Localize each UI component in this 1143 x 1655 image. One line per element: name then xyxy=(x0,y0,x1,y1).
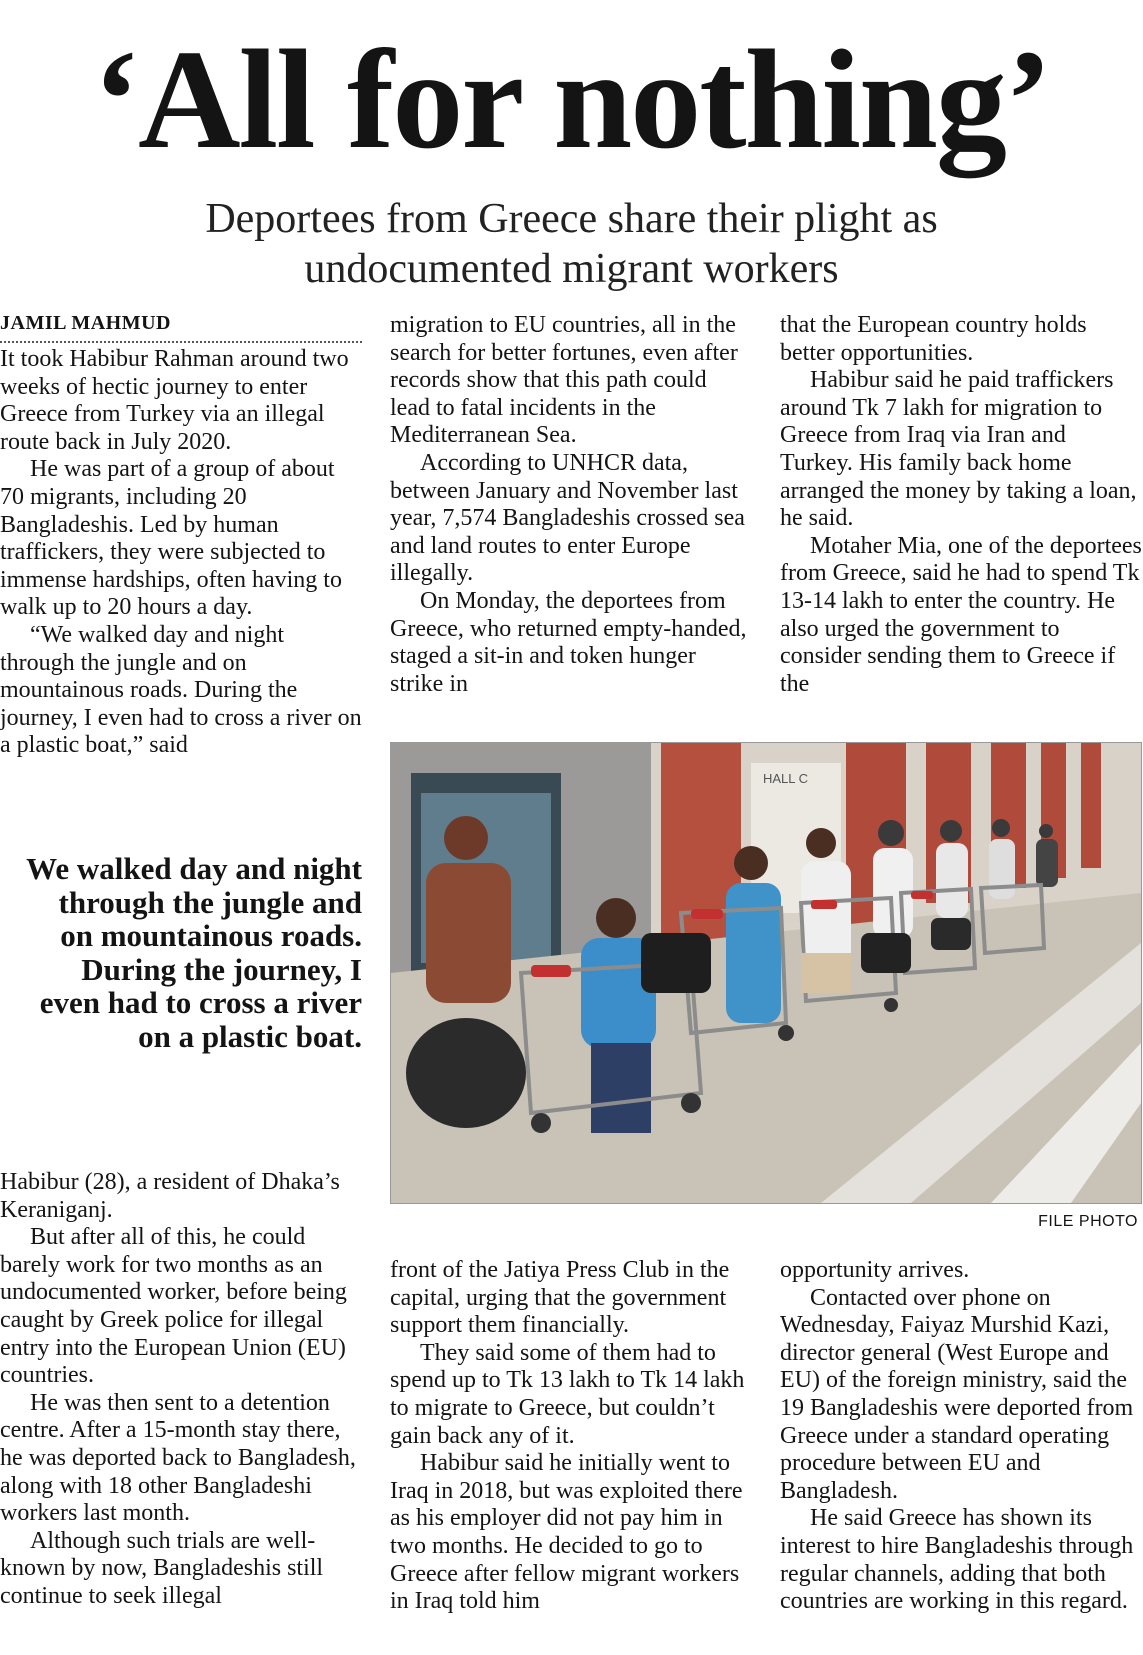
column-2-bottom xyxy=(390,1257,750,1616)
paragraph: front of the Jatiya Press Club in the capital, urging that the government support them financially. xyxy=(390,1257,730,1339)
paragraph: Contacted over phone on Wednesday, Faiyaz Murshid Kazi, director general (West Europe and EU) of the foreign ministry, said the 19 Bangladeshis were deported from Greece under a standard operating procedure between EU and Bangladesh. xyxy=(780,1284,1134,1504)
paragraph: Habibur (28), a resident of Dhaka’s Keraniganj. xyxy=(0,1169,340,1223)
paragraph: Habibur said he paid traffickers around Tk 7 lakh for migration to Greece from Iraq via Iran and Turkey. His family back home arranged the money by taking a loan, he said. xyxy=(780,367,1137,532)
paragraph: migration to EU countries, all in the search for better fortunes, even after records show that this path could lead to fatal incidents in the Mediterranean Sea. xyxy=(390,312,738,449)
column-1-bottom xyxy=(0,1169,362,1611)
column-3-bottom xyxy=(780,1257,1143,1616)
paragraph: opportunity arrives. xyxy=(780,1257,970,1283)
paragraph: It took Habibur Rahman around two weeks of hectic journey to enter Greece from Turkey via an illegal route back in July 2020. xyxy=(0,346,349,455)
paragraph: He said Greece has shown its interest to hire Bangladeshis through regular channels, adding that both countries are working in this regard. xyxy=(780,1505,1134,1615)
paragraph: He was then sent to a detention centre. After a 15-month stay there, he was deported back to Bangladesh, along with 18 other Bangladeshi workers last month. xyxy=(0,1389,356,1527)
airport-queue-illustration xyxy=(391,743,1141,1203)
standfirst-line-1: Deportees from Greece share their plight as xyxy=(205,196,938,242)
column-3-top xyxy=(780,312,1143,698)
photo xyxy=(390,742,1142,1204)
column-2-top xyxy=(390,312,750,698)
paragraph: Motaher Mia, one of the deportees from Greece, said he had to spend Tk 13-14 lakh to enter the country. He also urged the government to consider sending them to Greece if the xyxy=(780,532,1142,697)
headline: ‘All for nothing’ xyxy=(92,20,1051,178)
paragraph: They said some of them had to spend up to Tk 13 lakh to Tk 14 lakh to migrate to Greece, but couldn’t gain back any of it. xyxy=(390,1339,745,1449)
standfirst xyxy=(0,194,1143,294)
paragraph: Habibur said he initially went to Iraq in 2018, but was exploited there as his employer did not pay him in two months. He decided to go to Greece after fellow migrant workers in Iraq told him xyxy=(390,1450,743,1615)
pull-quote: We walked day and night through the jungle and on mountainous roads. During the journey, I even had to cross a river on a plastic boat. xyxy=(26,851,362,1054)
paragraph: Although such trials are well-known by now, Bangladeshis still continue to seek illegal xyxy=(0,1527,324,1609)
paragraph: According to UNHCR data, between January and November last year, 7,574 Bangladeshis crossed sea and land routes to enter Europe illegally. xyxy=(390,449,745,587)
paragraph: that the European country holds better opportunities. xyxy=(780,312,1087,366)
byline: JAMIL MAHMUD xyxy=(0,312,362,343)
paragraph: He was part of a group of about 70 migrants, including 20 Bangladeshis. Led by human traffickers, they were subjected to immense hardships, often having to walk up to 20 hours a day. xyxy=(0,456,342,621)
paragraph: But after all of this, he could barely work for two months as an undocumented worker, before being caught by Greek police for illegal entry into the European Union (EU) countries. xyxy=(0,1224,347,1389)
paragraph: On Monday, the deportees from Greece, who returned empty-handed, staged a sit-in and token hunger strike in xyxy=(390,587,747,697)
hall-sign: HALL C xyxy=(763,771,809,786)
column-1-top xyxy=(0,346,362,760)
photo-credit: FILE PHOTO xyxy=(1038,1213,1138,1230)
standfirst-line-2: undocumented migrant workers xyxy=(304,246,839,292)
paragraph: “We walked day and night through the jungle and on mountainous roads. During the journey, I even had to cross a river on a plastic boat,” said xyxy=(0,621,362,759)
